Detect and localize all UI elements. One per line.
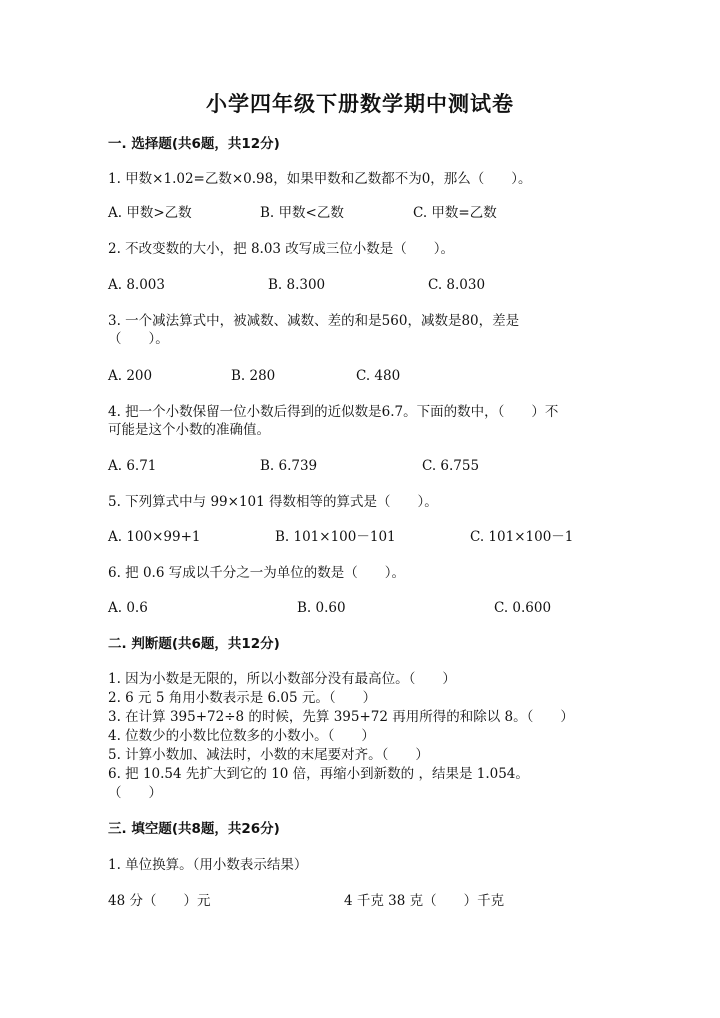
judgement-item: 4. 位数少的小数比位数多的小数小。（ ） (108, 728, 375, 744)
option-a: A. 0.6 (108, 600, 148, 616)
question-stem-line-1: 4. 把一个小数保留一位小数后得到的近似数是6.7。下面的数中，（ ）不 (108, 404, 559, 420)
judgement-item: 1. 因为小数是无限的，所以小数部分没有最高位。（ ） (108, 671, 456, 687)
question-stem: 1. 甲数×1.02=乙数×0.98，如果甲数和乙数都不为0，那么（ ）。 (108, 171, 532, 187)
fill-blank: 48 分（ ）元 (108, 893, 211, 909)
fill-blank: 4 千克 38 克（ ）千克 (344, 893, 505, 909)
question-stem: 5. 下列算式中与 99×101 得数相等的算式是（ ）。 (108, 494, 438, 510)
option-c: C. 6.755 (422, 458, 480, 474)
option-a: A. 100×99+1 (108, 529, 201, 545)
option-c: C. 8.030 (428, 277, 486, 293)
option-a: A. 甲数>乙数 (108, 205, 192, 221)
option-c: C. 0.600 (494, 600, 552, 616)
option-c: C. 101×100－1 (470, 529, 574, 545)
option-a: A. 8.003 (108, 277, 165, 293)
option-b: B. 8.300 (268, 277, 326, 293)
question-stem-line-2: （ ）。 (108, 331, 169, 347)
option-b: B. 280 (231, 368, 276, 384)
judgement-item: 2. 6 元 5 角用小数表示是 6.05 元。（ ） (108, 690, 377, 706)
option-c: C. 480 (356, 368, 401, 384)
option-c: C. 甲数=乙数 (413, 205, 497, 221)
question-stem: 2. 不改变数的大小，把 8.03 改写成三位小数是（ ）。 (108, 241, 455, 257)
question-stem: 1. 单位换算。（用小数表示结果） (108, 857, 308, 873)
section-heading-choice: 一. 选择题(共6题，共12分) (108, 136, 280, 152)
question-stem-line-1: 3. 一个减法算式中，被减数、减数、差的和是560，减数是80，差是 (108, 313, 520, 329)
option-b: B. 甲数<乙数 (260, 205, 344, 221)
page-title: 小学四年级下册数学期中测试卷 (206, 92, 514, 116)
option-b: B. 0.60 (297, 600, 346, 616)
judgement-item: 6. 把 10.54 先扩大到它的 10 倍，再缩小到新数的 ，结果是 1.054。 (108, 766, 529, 782)
section-heading-fill: 三. 填空题(共8题，共26分) (108, 821, 280, 837)
judgement-item: 3. 在计算 395+72÷8 的时候，先算 395+72 再用所得的和除以 8。（ ） (108, 709, 574, 725)
judgement-item: 5. 计算小数加、减法时，小数的末尾要对齐。（ ） (108, 747, 429, 763)
option-a: A. 200 (108, 368, 153, 384)
section-heading-judgement: 二. 判断题(共6题，共12分) (108, 636, 280, 652)
option-b: B. 6.739 (260, 458, 318, 474)
option-b: B. 101×100－101 (275, 529, 396, 545)
question-stem: 6. 把 0.6 写成以千分之一为单位的数是（ ）。 (108, 565, 405, 581)
judgement-item: （ ） (108, 785, 162, 801)
question-stem-line-2: 可能是这个小数的准确值。 (108, 422, 270, 438)
option-a: A. 6.71 (108, 458, 157, 474)
